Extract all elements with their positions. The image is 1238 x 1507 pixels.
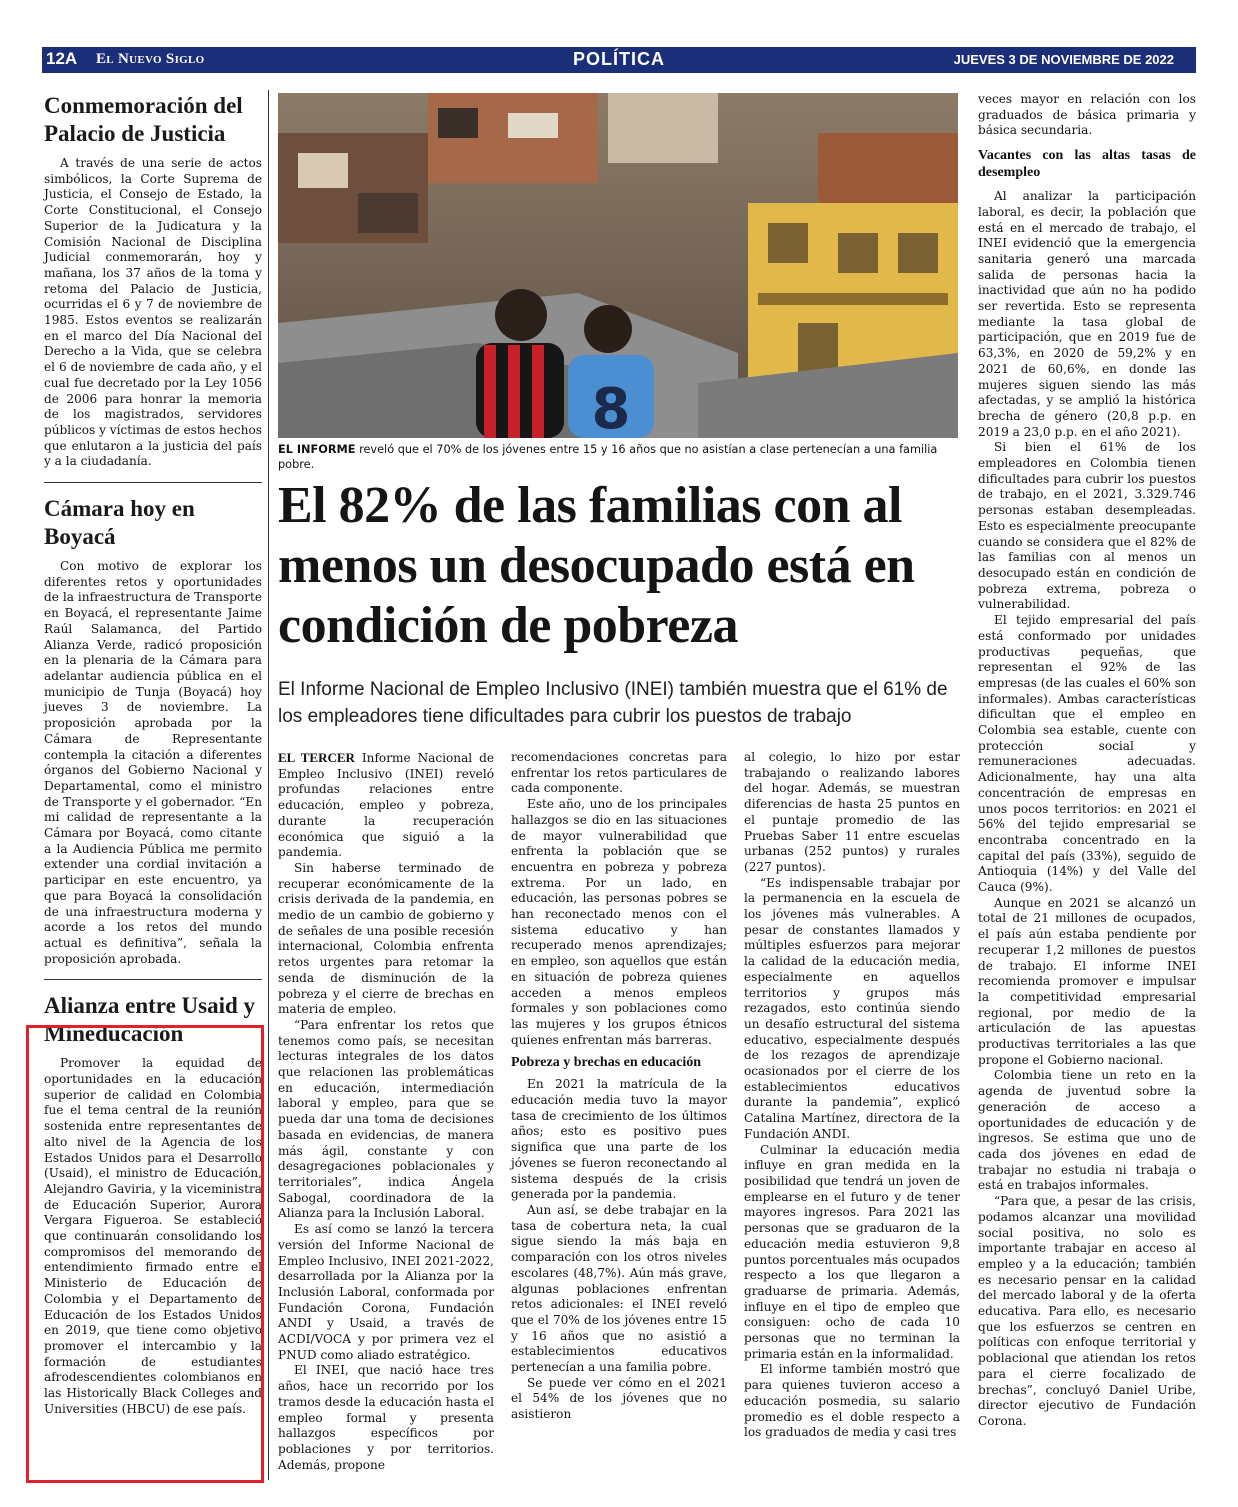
paragraph: En 2021 la matrícula de la educación media tuvo la mayor tasa de crecimiento de los últimos años; esto es positivo pues significa que una parte de los jóvenes se fueron reconectando al sistema después de la crisis generada por la pandemia. (511, 1077, 727, 1202)
caption-text: reveló que el 70% de los jóvenes entre 15 y 16 años que no asistían a clase pertenecían a una familia pobre. (278, 443, 938, 471)
brief-palacio-justicia (44, 92, 262, 470)
paragraph: “Para enfrentar los retos que tenemos como país, se necesitan lecturas integrales de los datos que relacionen las problemáticas en educación, intermediación laboral y empleo, para que se pueda dar una toma de decisiones basada en evidencias, de manera más ágil, constante y con desagregaciones poblacionales y territoriales”, indica Ángela Sabogal, coordinadora de la Alianza para la Inclusión Laboral. (278, 1017, 494, 1221)
lead-text: Informe Nacional de Empleo Inclusivo (INEI) reveló profundas relaciones entre educación, empleo y pobreza, durante la recuperación económica que siguió a la pandemia. (278, 751, 494, 860)
paragraph (278, 750, 494, 861)
column-rule (268, 90, 269, 1480)
caption-lead: EL INFORME (278, 443, 356, 456)
page-number: 12A (46, 49, 78, 68)
paragraph: Este año, uno de los principales hallazgos se dio en las situaciones de mayor vulnerabilidad que enfrenta la población que se encuentra en pobreza y pobreza extrema. Por un lado, en educación, las personas pobres se han reconectado menos con el sistema educativo y han recuperado menos aprendizajes; en empleo, son aquellos que están en situación de pobreza quienes acceden a menos empleos formales y son poblaciones como las mujeres y los grupos étnicos quienes enfrentan más barreras. (511, 797, 727, 1047)
article-column-1 (278, 750, 494, 1473)
paragraph: “Para que, a pesar de las crisis, podamos alcanzar una movilidad social positiva, no solo es importante trabajar en acceso al empleo y a la educación; también es necesario pensar en la calidad del mercado laboral y de la oferta educativa. Para ello, es necesario que los esfuerzos se centren en políticas con enfoque territorial y poblacional que atiendan los retos para el cierre focalizado de brechas”, concluyó Daniel Uribe, director ejecutivo de Fundación Corona. (978, 1194, 1196, 1428)
paragraph: Culminar la educación media influye en gran medida en la posibilidad que tendrá un joven de emplearse en el futuro y de tener mayores ingresos. Para 2021 las personas que se graduaron de la educación media estuvieron 9,8 puntos porcentuales más ocupados respecto a los que llegaron a graduarse de primaria. Además, influye en el tipo de empleo que consiguen: ocho de cada 10 personas que no terminan la primaria están en la informalidad. (744, 1142, 960, 1361)
brief-camara-boyaca (44, 495, 262, 967)
subheading: Vacantes con las altas tasas de desempleo (978, 148, 1196, 181)
newspaper-name: El Nuevo Siglo (96, 51, 205, 67)
paragraph: Aunque en 2021 se alcanzó un total de 21 millones de ocupados, el país aún estaba pendiente por recuperar 1,2 millones de puestos de trabajo. El informe INEI recomienda promover e impulsar la competitividad empresarial regional, por medio de la articulación de las apuestas productivas territoriales a las que propone el Gobierno nacional. (978, 895, 1196, 1067)
paragraph: veces mayor en relación con los graduados de básica primaria y básica secundaria. (978, 92, 1196, 138)
paragraph: “Es indispensable trabajar por la permanencia en la escuela de los jóvenes más vulnerables. A pesar de constantes llamados y múltiples esfuerzos para mejorar la calidad de la educación media, especialmente en aquellos territorios y grupos más rezagados, esto continúa siendo un desafío estructural del sistema educativo, especialmente después de los rezagos de aprendizaje ocasionados por el cierre de los establecimientos educativos durante la pandemia”, explicó Catalina Martínez, directora de la Fundación ANDI. (744, 875, 960, 1141)
photo-illustration (278, 93, 958, 438)
photo-caption (278, 442, 968, 472)
paragraph: recomendaciones concretas para enfrentar los retos particulares de cada componente. (511, 750, 727, 796)
paragraph: al colegio, lo hizo por estar trabajando o realizando labores del hogar. Además, se muestran diferencias de hasta 25 puntos en el puntaje promedio de las Pruebas Saber 11 entre escuelas urbanas (252 puntos) y rurales (227 puntos). (744, 750, 960, 874)
paragraph: Se puede ver cómo en el 2021 el 54% de los jóvenes que no asistieron (511, 1375, 727, 1422)
brief-title: Cámara hoy en Boyacá (44, 496, 195, 550)
article-column-2 (511, 750, 727, 1423)
paragraph: Al analizar la participación laboral, es decir, la población que está en el mercado de trabajo, el INEI evidenció que la emergencia sanitaria generó una marcada salida de personas hacia la inactividad que aún no ha podido ser revertida. Esto se representa mediante la tasa global de participación, que en 2019 fue de 63,3%, en 2020 de 59,2% y en 2021 de 60,6%, en donde las mujeres siguen siendo las más afectadas, y se amplió la histórica brecha de género (20,8 p.p. en 2019 a 23,0 p.p. en el año 2021). (978, 189, 1196, 439)
paragraph: Si bien el 61% de los empleadores en Colombia tienen dificultades para cubrir los puestos de trabajo, en el 2021, 3.329.746 personas estaban desempleadas. Esto es especialmente preocupante cuando se considera que el 82% de las familias con al menos un desocupado están en condición de pobreza extrema, pobreza o vulnerabilidad. (978, 440, 1196, 612)
article-column-4 (978, 92, 1196, 1430)
article-column-3 (744, 750, 960, 1441)
article-headline: El 82% de las familias con al menos un desocupado está en condición de pobreza (278, 477, 915, 654)
paragraph: El tejido empresarial del país está conformado por unidades productivas pequeñas, que representan el 92% de las empresas (de las cuales el 60% son informales). Ambas características dificultan que el empleo en Colombia sea estable, cuente con protección social y remuneraciones adecuadas. Adicionalmente, hay una alta concentración de empresas en unos pocos territorios: en 2021 el 56% del tejido empresarial se encontraba concentrado en la capital del país (33%), seguido de Antioquia (14%) y del Valle del Cauca (9%). (978, 613, 1196, 895)
paragraph: Sin haberse terminado de recuperar económicamente de la crisis derivada de la pandemia, en medio de un cambio de gobierno y de señales de una posible recesión internacional, Colombia enfrenta retos urgentes para retomar la senda de disminución de la pobreza y el cierre de brechas en materia de empleo. (278, 860, 494, 1017)
issue-date: JUEVES 3 DE NOVIEMBRE DE 2022 (953, 52, 1174, 67)
paragraph: Aun así, se debe trabajar en la tasa de cobertura neta, la cual sigue siendo la más baja en comparación con los otros niveles escolares (48,7%). Aún más grave, algunas poblaciones enfrentan retos adicionales: el INEI reveló que el 70% de los jóvenes entre 15 y 16 años que no asistió a establecimientos educativos pertenecían a una familia pobre. (511, 1202, 727, 1375)
lead-in: EL TERCER (278, 750, 355, 765)
paragraph: El INEI, que nació hace tres años, hace un recorrido por los tramos desde la educación hasta el empleo formal y presenta hallazgos específicos por poblaciones y por territorios. Además, propone (278, 1363, 494, 1472)
divider (44, 979, 262, 980)
article-subhead: El Informe Nacional de Empleo Inclusivo (INEI) también muestra que el 61% de los empleadores tiene dificultades para cubrir los puestos de trabajo (278, 679, 948, 727)
subheading: Pobreza y brechas en educación (511, 1055, 702, 1071)
divider (44, 482, 262, 483)
highlight-box (26, 1025, 264, 1483)
article-photo (278, 93, 958, 438)
paragraph: Es así como se lanzó la tercera versión del Informe Nacional de Empleo Inclusivo, INEI 2021-2022, desarrollada por la Alianza por la Inclusión Laboral, conformada por Fundación Corona, Fundación ANDI y Usaid, a través de ACDI/VOCA y por primera vez el PNUD como aliado estratégico. (278, 1222, 494, 1362)
brief-text: A través de una serie de actos simbólicos, la Corte Suprema de Justicia, el Consejo de Estado, la Corte Constitucional, el Consejo Superior de la Judicatura y la Comisión Nacional de Disciplina Judicial conmemorarán, hoy y mañana, los 37 años de la toma y retoma del Palacio de Justicia, ocurridas el 6 y 7 de noviembre de 1985. Estos eventos se realizarán en el marco del Día Nacional del Derecho a la Vida, que se celebra el 6 de noviembre de cada año, y el cual fue decretado por la Ley 1056 de 2006 para honrar la memoria de los magistrados, servidores públicos y víctimas de estos hechos que enlutaron a la justicia del país y a la ciudadanía. (44, 156, 263, 469)
brief-title: Alianza entre Usaid y Mineducación (44, 993, 256, 1047)
brief-title: Conmemoración del Palacio de Justicia (44, 93, 243, 146)
brief-text: Con motivo de explorar los diferentes retos y oportunidades de la infraestructura de Transporte en Boyacá, el representante Jaime Raúl Salamanca, del Partido Alianza Verde, radicó proposición en la plenaria de la Cámara para adelantar audiencia pública en el municipio de Tunja (Boyacá) hoy jueves 3 de noviembre. La proposición aprobada por la Cámara de Representante contempla la citación a diferentes órganos del Gobierno Nacional y Departamental, como el ministro de Transporte y el gobernador. “En mi calidad de representante a la Cámara por Boyacá, como citante a la Audiencia Pública me permito extender una cordial invitación a participar en este encuentro, ya que para Boyacá la consolidación de una infraestructura moderna y acorde a los retos del mundo actual es definitiva”, señala la proposición aprobada. (44, 559, 262, 966)
section-title: POLÍTICA (573, 49, 665, 69)
jersey-number: 8 (591, 377, 631, 438)
paragraph: Colombia tiene un reto en la agenda de juventud sobre la generación de acceso a oportunidades de educación y de ingresos. Se estima que uno de cada dos jóvenes en edad de trabajar no estudia ni trabaja o está en trabajos informales. (978, 1068, 1196, 1193)
paragraph: El informe también mostró que para quienes tuvieron acceso a educación posmedia, su salario promedio es el doble respecto a los graduados de media y casi tres (744, 1362, 960, 1440)
page-header-bar (42, 47, 1196, 73)
brief-text: Promover la equidad de oportunidades en la educación superior de calidad en Colombia fue el tema central de la reunión sostenida entre representantes de alto nivel de la Agencia de los Estados Unidos para el Desarrollo (Usaid), el ministro de Educación, Alejandro Gaviria, y la viceministra de Educación Superior, Aurora Vergara Figueroa. Se estableció que continuarán consolidando los compromisos del memorando de entendimiento firmado entre el Ministerio de Educación de Colombia y el Departamento de Educación de los Estados Unidos en 2019, que tiene como objetivo promover el intercambio y la formación de estudiantes afrodescendientes colombianos en las Historically Black Colleges and Universities (HBCU) de ese país. (44, 1056, 262, 1416)
